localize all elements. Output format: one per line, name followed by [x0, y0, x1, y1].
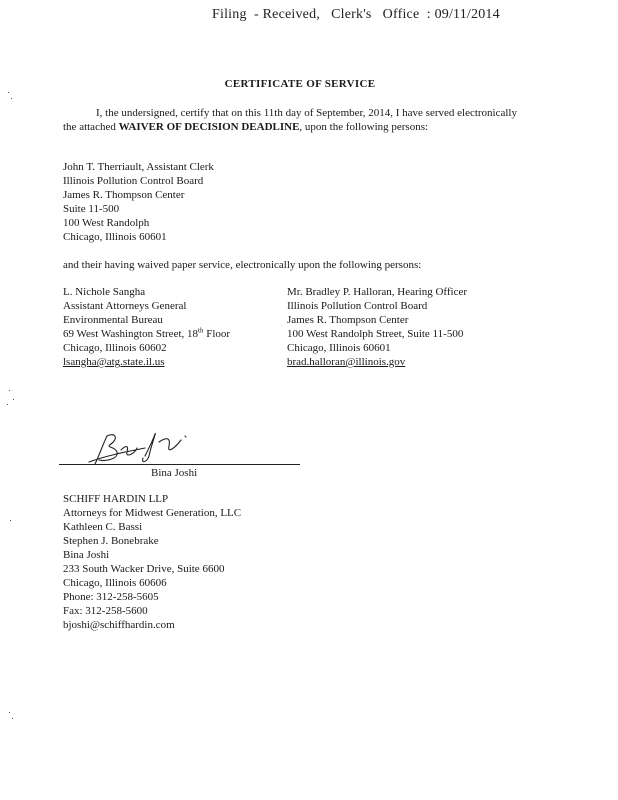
certification-paragraph	[63, 106, 523, 134]
firm-phone: Phone: 312-258-5605	[63, 591, 159, 603]
firm-line: Chicago, Illinois 60606	[63, 577, 167, 589]
recipient-line: John T. Therriault, Assistant Clerk	[63, 161, 214, 173]
filing-stamp: Filing - Received, Clerk's Office : 09/11/2014	[212, 7, 500, 22]
intro-text-end: , upon the following persons:	[299, 121, 429, 133]
firm-name: SCHIFF HARDIN LLP	[63, 493, 169, 505]
contact-city: Chicago, Illinois 60601	[287, 342, 391, 354]
document-title: CERTIFICATE OF SERVICE	[224, 78, 376, 90]
left-service-contact	[63, 285, 230, 369]
contact-street: 100 West Randolph Street, Suite 11-500	[287, 328, 464, 340]
law-firm-block	[63, 492, 241, 632]
recipient-line: James R. Thompson Center	[63, 189, 185, 201]
contact-street: 69 West Washington Street, 18th Floor	[63, 326, 231, 340]
contact-name: Mr. Bradley P. Halloran, Hearing Officer	[287, 286, 468, 298]
contact-department: Environmental Bureau	[63, 314, 163, 326]
document-name: WAIVER OF DECISION DEADLINE	[118, 121, 300, 133]
contact-building: James R. Thompson Center	[287, 314, 409, 326]
firm-line: Stephen J. Bonebrake	[63, 535, 159, 547]
signature-line	[59, 464, 300, 465]
recipient-line: Chicago, Illinois 60601	[63, 231, 167, 243]
contact-email[interactable]: lsangha@atg.state.il.us	[63, 356, 165, 368]
firm-email[interactable]: bjoshi@schiffhardin.com	[63, 619, 175, 631]
waived-service-text: and their having waived paper service, electronically upon the following persons:	[63, 259, 422, 271]
intro-text: I, the undersigned, certify that on this 11th day of September, 2014, I have served electronically the attached	[63, 107, 517, 133]
recipient-line: 100 West Randolph	[63, 217, 150, 229]
right-service-contact	[287, 285, 467, 369]
firm-line: Kathleen C. Bassi	[63, 521, 143, 533]
firm-line: Bina Joshi	[63, 549, 110, 561]
recipient-line: Suite 11-500	[63, 203, 120, 215]
firm-line: 233 South Wacker Drive, Suite 6600	[63, 563, 225, 575]
firm-line: Attorneys for Midwest Generation, LLC	[63, 507, 242, 519]
contact-title: Assistant Attorneys General	[63, 300, 187, 312]
contact-city: Chicago, Illinois 60602	[63, 342, 167, 354]
contact-org: Illinois Pollution Control Board	[287, 300, 428, 312]
contact-name: L. Nichole Sangha	[63, 286, 146, 298]
primary-recipient	[63, 160, 214, 244]
firm-fax: Fax: 312-258-5600	[63, 605, 148, 617]
contact-email[interactable]: brad.halloran@illinois.gov	[287, 356, 406, 368]
signer-name: Bina Joshi	[151, 467, 198, 479]
recipient-line: Illinois Pollution Control Board	[63, 175, 204, 187]
